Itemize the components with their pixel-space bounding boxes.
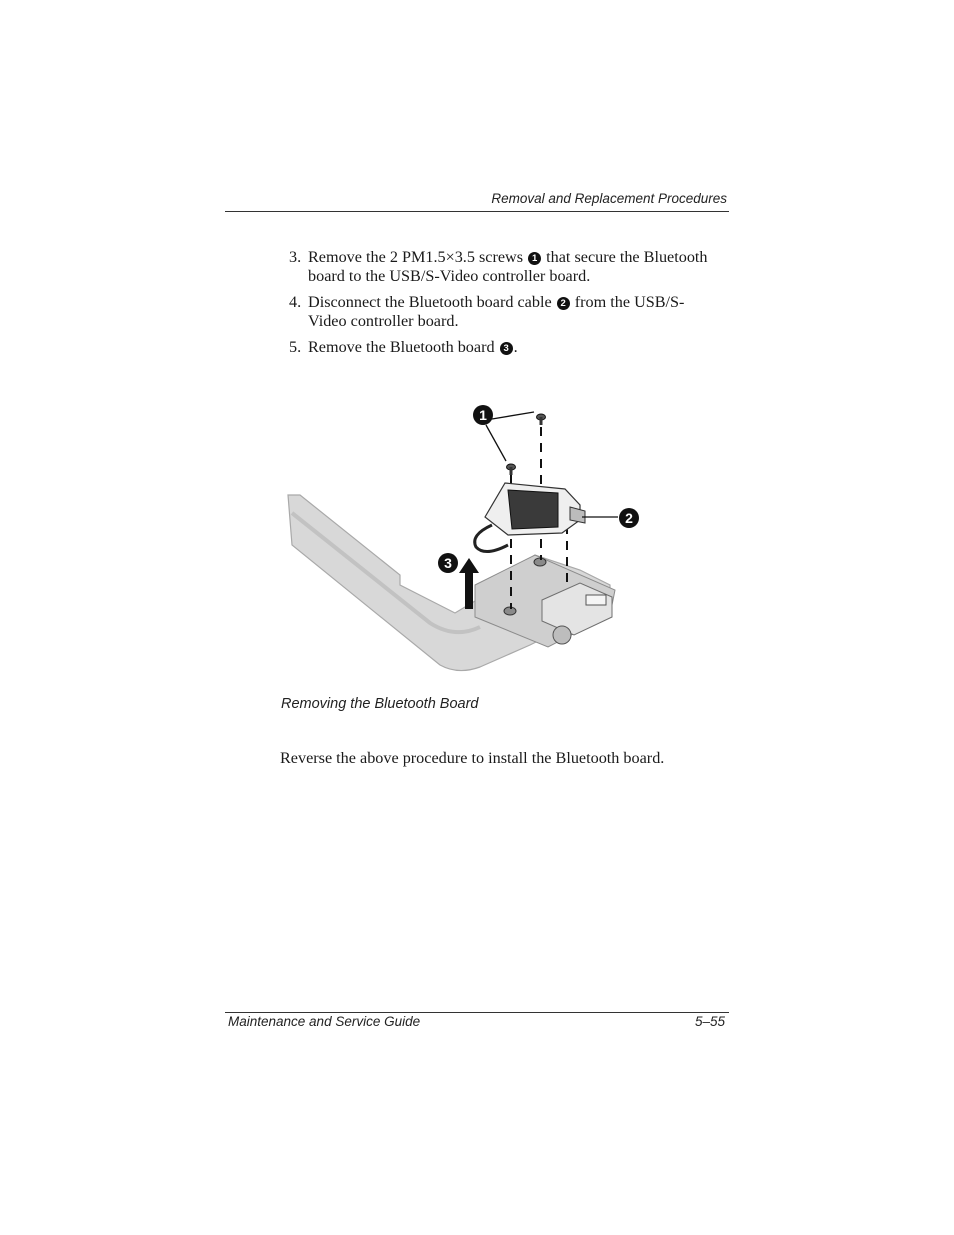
footer-rule — [225, 1012, 729, 1013]
step-text-before: Remove the 2 PM1.5×3.5 screws — [308, 248, 524, 266]
step-text — [308, 338, 709, 357]
bluetooth-chip-shape — [508, 490, 558, 529]
step-text-after: that secure the Bluetooth board to the USB/S-Video controller board. — [308, 248, 708, 285]
procedure-steps — [289, 248, 709, 364]
cable-connector-shape — [570, 507, 585, 523]
leader-line-shape — [486, 425, 506, 461]
step-3 — [289, 248, 709, 286]
usb-port-shape — [586, 595, 606, 605]
step-text-after: from the USB/S-Video controller board. — [308, 293, 685, 330]
step-text-before: Disconnect the Bluetooth board cable — [308, 293, 552, 311]
svg-text:1: 1 — [479, 407, 487, 423]
figure-caption: Removing the Bluetooth Board — [281, 696, 479, 712]
callout-1-icon — [473, 405, 493, 425]
screw-icon — [507, 464, 516, 475]
screw-icon — [537, 414, 546, 425]
step-text-after: . — [513, 338, 518, 356]
callout-2-icon: 2 — [557, 297, 570, 310]
step-5 — [289, 338, 709, 357]
leader-line-shape — [492, 412, 534, 419]
bluetooth-board-illustration — [280, 395, 650, 680]
callout-3-icon: 3 — [500, 342, 513, 355]
svg-text:2: 2 — [625, 510, 633, 526]
svideo-port-shape — [553, 626, 571, 644]
step-number: 5. — [289, 338, 302, 356]
callout-3-icon — [438, 553, 458, 573]
footer-page-number: 5–55 — [694, 1014, 725, 1029]
header-rule — [225, 211, 729, 212]
step-text-before: Remove the Bluetooth board — [308, 338, 495, 356]
step-text — [308, 293, 709, 331]
svg-text:3: 3 — [444, 555, 452, 571]
callout-2-icon — [619, 508, 639, 528]
closing-paragraph: Reverse the above procedure to install the Bluetooth board. — [280, 749, 665, 767]
step-number: 4. — [289, 293, 302, 311]
running-head: Removal and Replacement Procedures — [491, 191, 727, 206]
callout-1-icon: 1 — [528, 252, 541, 265]
step-number: 3. — [289, 248, 302, 266]
step-text — [308, 248, 709, 286]
step-4 — [289, 293, 709, 331]
footer-guide-title: Maintenance and Service Guide — [228, 1014, 421, 1029]
